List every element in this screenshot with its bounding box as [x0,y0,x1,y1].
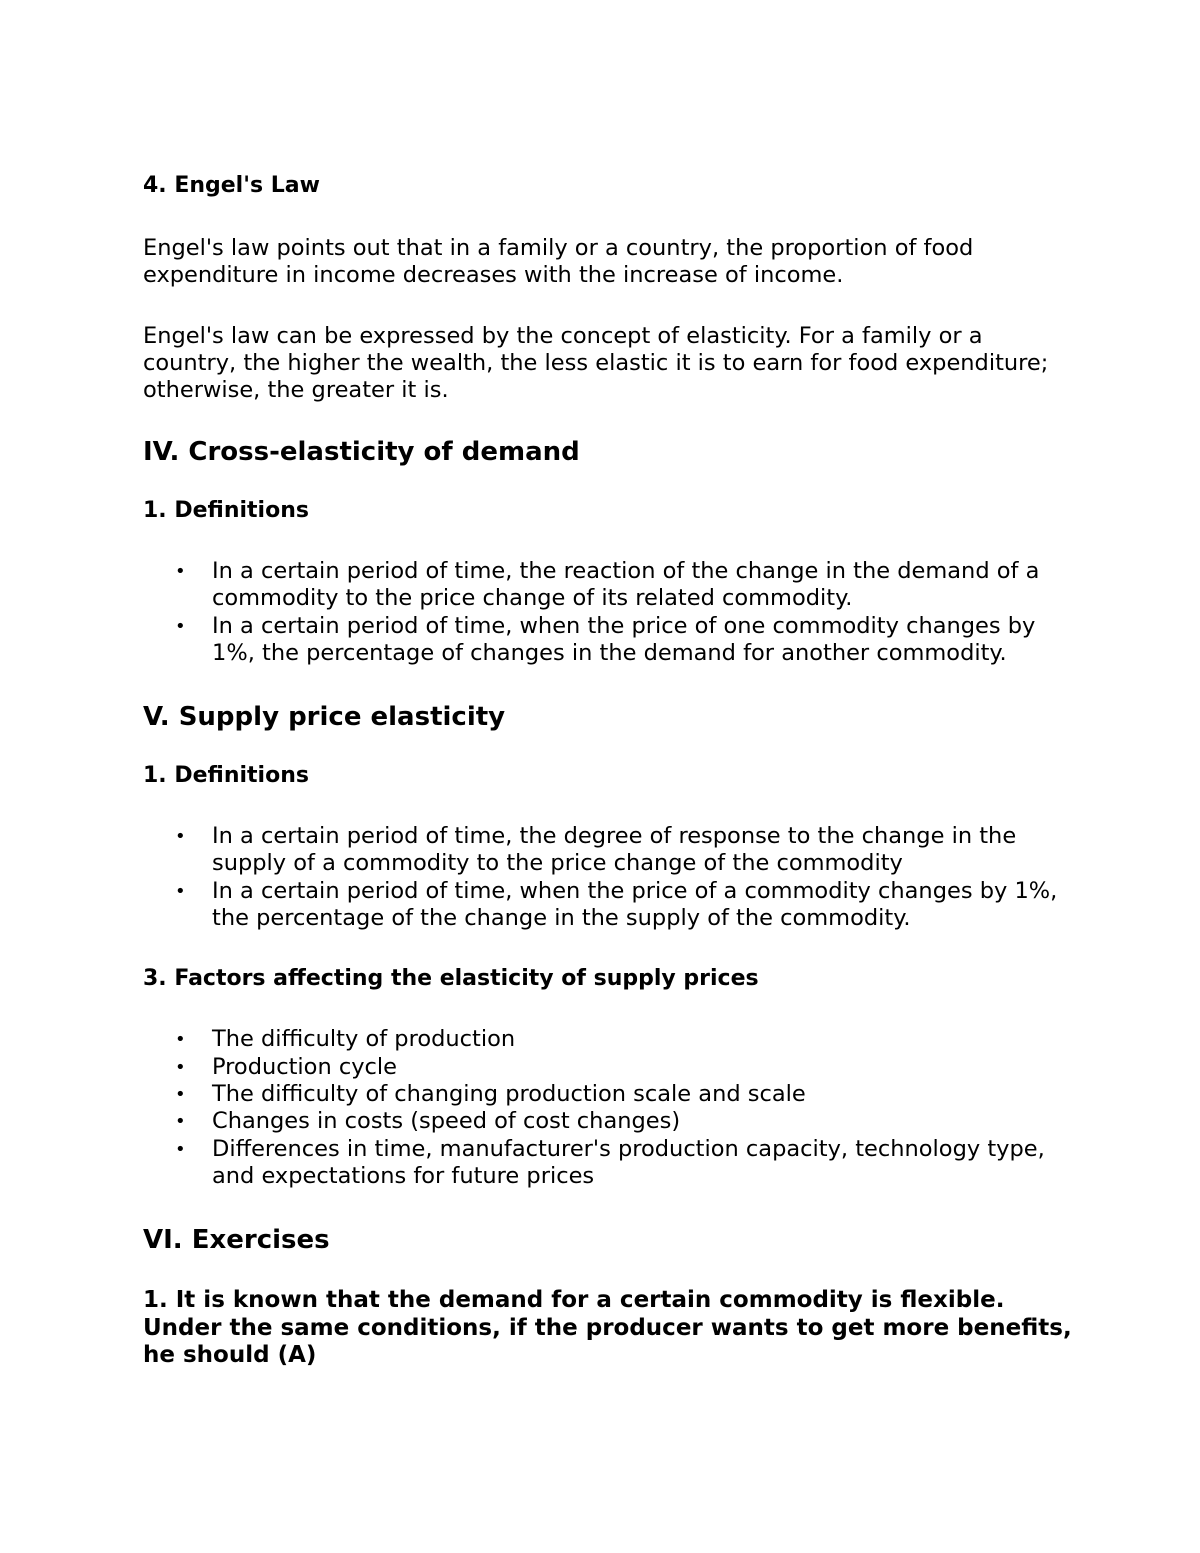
supply-elasticity-heading: V. Supply price elasticity [143,702,506,733]
bullet-icon: • [175,615,186,637]
supply-definitions-heading: 1. Definitions [143,763,309,789]
list-item: • Differences in time, manufacturer's production capacity, technology type, and expectations for future prices [175,1135,1045,1189]
bullet-icon: • [175,1029,186,1051]
exercise-question-1: 1. It is known that the demand for a certain commodity is flexible. Under the same conditions, if the producer wants to get more benefits, he should (A) [143,1287,1072,1369]
list-item: • Changes in costs (speed of cost changes) [175,1108,681,1135]
list-item: • Production cycle [175,1053,398,1080]
supply-factors-heading: 3. Factors affecting the elasticity of supply prices [143,966,759,992]
document-page [143,172,1073,1370]
engels-law-paragraph-1: Engel's law points out that in a family or a country, the proportion of food expenditure in income decreases with the increase of income. [143,235,974,288]
bullet-icon: • [175,561,186,582]
cross-elasticity-heading: IV. Cross-elasticity of demand [143,437,580,467]
bullet-icon: • [175,1056,186,1078]
list-item: • The difficulty of production [175,1026,516,1053]
exercises-heading: VI. Exercises [143,1225,330,1256]
bullet-icon: • [175,1138,186,1160]
list-item: • In a certain period of time, when the price of a commodity changes by 1%, the percentage of the change in the supply of the commodity. [175,877,1058,932]
bullet-icon: • [175,880,186,902]
bullet-icon: • [175,1083,186,1105]
list-item: • The difficulty of changing production scale and scale [175,1080,806,1107]
list-item: • In a certain period of time, the reaction of the change in the demand of a commodity to the price change of its related commodity. [175,558,1040,612]
engels-law-paragraph-2: Engel's law can be expressed by the concept of elasticity. For a family or a country, the higher the wealth, the less elastic it is to earn for food expenditure; otherwise, the greater it is. [143,323,1049,403]
supply-factors-list [143,1026,1073,1190]
engels-law-heading: 4. Engel's Law [143,173,320,198]
supply-definitions-list [143,823,1073,932]
cross-definitions-list [143,558,1073,667]
bullet-icon: • [175,826,186,848]
list-item: • In a certain period of time, when the price of one commodity changes by 1%, the percentage of changes in the demand for another commodity. [175,612,1036,666]
list-item: • In a certain period of time, the degree of response to the change in the supply of a commodity to the price change of the commodity [175,823,1017,877]
bullet-icon: • [175,1111,186,1133]
cross-definitions-heading: 1. Definitions [143,498,309,523]
